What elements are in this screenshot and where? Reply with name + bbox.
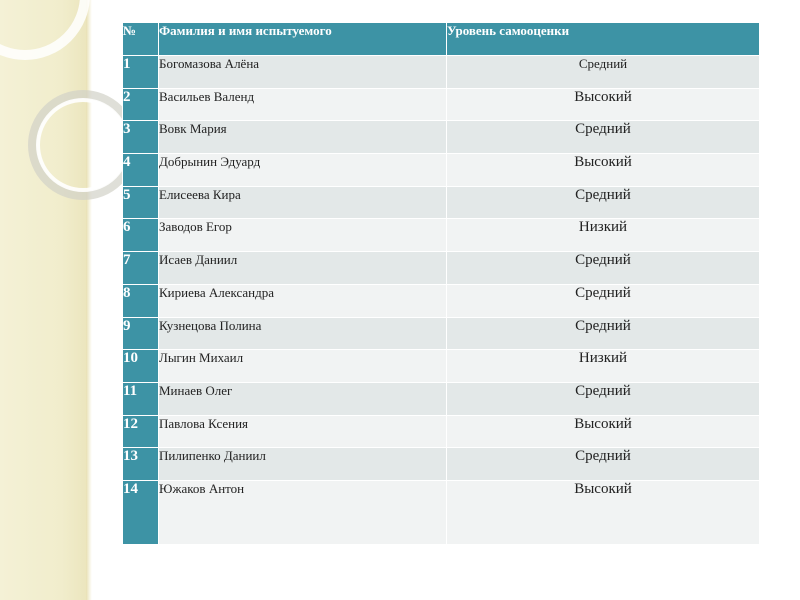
subject-name-cell: Богомазова Алёна (159, 56, 447, 89)
row-number-cell: 10 (123, 350, 159, 383)
self-esteem-level-cell: Средний (447, 121, 760, 154)
row-number-cell: 5 (123, 186, 159, 219)
table-row (123, 56, 760, 89)
row-number-cell: 7 (123, 252, 159, 285)
subject-name-cell: Минаев Олег (159, 382, 447, 415)
subject-name-cell: Южаков Антон (159, 480, 447, 544)
table-body (123, 56, 760, 545)
row-number-cell: 8 (123, 284, 159, 317)
table-row (123, 252, 760, 285)
self-esteem-level-cell: Средний (447, 252, 760, 285)
table-row (123, 154, 760, 187)
self-esteem-level-cell: Высокий (447, 415, 760, 448)
self-esteem-level-cell: Средний (447, 382, 760, 415)
table-row (123, 186, 760, 219)
self-esteem-level-cell: Высокий (447, 88, 760, 121)
table-row (123, 382, 760, 415)
self-esteem-level-cell: Средний (447, 284, 760, 317)
table-row (123, 88, 760, 121)
subject-name-cell: Елисеева Кира (159, 186, 447, 219)
row-number-cell: 11 (123, 382, 159, 415)
self-esteem-level-cell: Средний (447, 317, 760, 350)
table-header-row (123, 23, 760, 56)
row-number-cell: 14 (123, 480, 159, 544)
header-name: Фамилия и имя испытуемого (159, 23, 447, 56)
self-esteem-level-cell: Высокий (447, 480, 760, 544)
subject-name-cell: Васильев Валенд (159, 88, 447, 121)
decorative-ring-middle-inner (36, 98, 130, 192)
self-esteem-level-cell: Средний (447, 56, 760, 89)
row-number-cell: 13 (123, 448, 159, 481)
self-esteem-level-cell: Высокий (447, 154, 760, 187)
subject-name-cell: Пилипенко Даниил (159, 448, 447, 481)
table-row (123, 448, 760, 481)
subject-name-cell: Лыгин Михаил (159, 350, 447, 383)
row-number-cell: 1 (123, 56, 159, 89)
header-level: Уровень самооценки (447, 23, 760, 56)
table-row (123, 121, 760, 154)
self-esteem-level-cell: Средний (447, 186, 760, 219)
self-esteem-level-cell: Низкий (447, 350, 760, 383)
row-number-cell: 2 (123, 88, 159, 121)
table-row (123, 317, 760, 350)
subject-name-cell: Исаев Даниил (159, 252, 447, 285)
subject-name-cell: Заводов Егор (159, 219, 447, 252)
self-esteem-level-cell: Средний (447, 448, 760, 481)
table-row (123, 415, 760, 448)
self-esteem-table (122, 22, 760, 545)
subject-name-cell: Добрынин Эдуард (159, 154, 447, 187)
header-number: № (123, 23, 159, 56)
table-row (123, 480, 760, 544)
row-number-cell: 3 (123, 121, 159, 154)
subject-name-cell: Кузнецова Полина (159, 317, 447, 350)
subject-name-cell: Кириева Александра (159, 284, 447, 317)
subject-name-cell: Павлова Ксения (159, 415, 447, 448)
table-row (123, 284, 760, 317)
row-number-cell: 4 (123, 154, 159, 187)
row-number-cell: 9 (123, 317, 159, 350)
subject-name-cell: Вовк Мария (159, 121, 447, 154)
row-number-cell: 12 (123, 415, 159, 448)
row-number-cell: 6 (123, 219, 159, 252)
table-row (123, 350, 760, 383)
self-esteem-level-cell: Низкий (447, 219, 760, 252)
table-row (123, 219, 760, 252)
